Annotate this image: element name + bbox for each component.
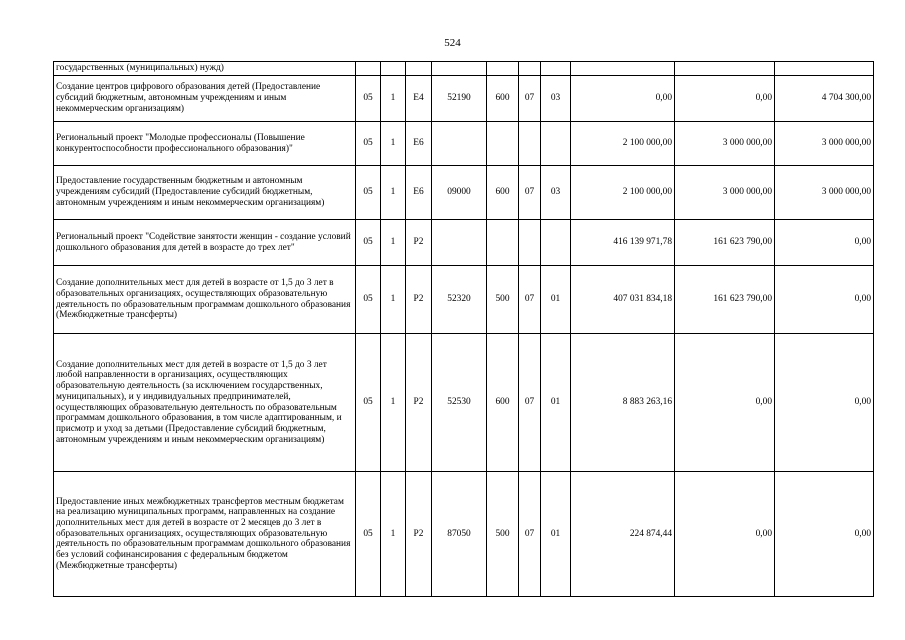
cell-expense-type: 600 [487, 166, 519, 220]
cell-target-code: E6 [406, 166, 432, 220]
cell-subsection: 1 [381, 472, 406, 597]
cell-amount-3: 0,00 [775, 220, 874, 266]
cell-code-a [519, 220, 541, 266]
cell-target-code: P2 [406, 472, 432, 597]
cell-amount-1: 2 100 000,00 [571, 166, 675, 220]
cell-expense-type: 600 [487, 76, 519, 122]
cell-code-a: 07 [519, 472, 541, 597]
cell-section: 05 [356, 76, 381, 122]
cell-code-a [519, 62, 541, 76]
cell-amount-2: 3 000 000,00 [675, 166, 775, 220]
cell-target-item: 52190 [432, 76, 487, 122]
cell-amount-3: 4 704 300,00 [775, 76, 874, 122]
cell-amount-2: 161 623 790,00 [675, 220, 775, 266]
cell-amount-1: 416 139 971,78 [571, 220, 675, 266]
cell-expense-type [487, 122, 519, 166]
cell-code-b: 03 [541, 166, 571, 220]
cell-target-code: P2 [406, 334, 432, 472]
cell-subsection: 1 [381, 166, 406, 220]
cell-code-b: 03 [541, 76, 571, 122]
row-name: Создание дополнительных мест для детей в возрасте от 1,5 до 3 лет в образовательных организациях, осуществляющих образовательную деятельность по образовательным программам дошкольного образования (Межбюджетные трансферты) [54, 266, 356, 334]
cell-amount-1: 8 883 263,16 [571, 334, 675, 472]
cell-amount-2: 0,00 [675, 472, 775, 597]
table-row [54, 472, 874, 597]
table-row [54, 266, 874, 334]
cell-expense-type [487, 62, 519, 76]
table-row [54, 62, 874, 76]
cell-target-code [406, 62, 432, 76]
cell-amount-2: 0,00 [675, 334, 775, 472]
cell-target-item: 87050 [432, 472, 487, 597]
cell-amount-2: 0,00 [675, 76, 775, 122]
row-name: Предоставление иных межбюджетных трансфертов местным бюджетам на реализацию муниципальных программ, направленных на создание дополнительных мест для детей в возрасте от 2 месяцев до 3 лет в образовательных организациях, осуществляющих образовательную деятельность по образовательным программам дошкольного образования без условий софинансирования с федеральным бюджетом (Межбюджетные трансферты) [54, 472, 356, 597]
cell-amount-3 [775, 62, 874, 76]
cell-amount-3: 3 000 000,00 [775, 166, 874, 220]
row-name: Предоставление государственным бюджетным и автономным учреждениям субсидий (Предоставление субсидий бюджетным, автономным учреждениям и иным некоммерческим организациям) [54, 166, 356, 220]
budget-table [53, 61, 874, 597]
cell-amount-1: 407 031 834,18 [571, 266, 675, 334]
row-name: Создание дополнительных мест для детей в возрасте от 1,5 до 3 лет любой направленности в организациях, осуществляющих образовательную деятельность (за исключением государственных, муниципальных), и у индивидуальных предпринимателей, осуществляющих образовательную деятельность по образовательным программам дошкольного образования, в том числе адаптированным, и присмотр и уход за детьми (Предоставление субсидий бюджетным, автономным учреждениям и иным некоммерческим организациям) [54, 334, 356, 472]
cell-section: 05 [356, 472, 381, 597]
cell-section: 05 [356, 220, 381, 266]
cell-code-b: 01 [541, 472, 571, 597]
cell-section: 05 [356, 266, 381, 334]
cell-code-b: 01 [541, 334, 571, 472]
cell-code-b: 01 [541, 266, 571, 334]
cell-amount-3: 0,00 [775, 266, 874, 334]
cell-subsection: 1 [381, 220, 406, 266]
cell-code-a: 07 [519, 266, 541, 334]
table-row [54, 76, 874, 122]
cell-target-code: E4 [406, 76, 432, 122]
cell-target-code: P2 [406, 220, 432, 266]
cell-target-item [432, 220, 487, 266]
cell-subsection: 1 [381, 122, 406, 166]
cell-target-item [432, 62, 487, 76]
cell-amount-3: 0,00 [775, 334, 874, 472]
cell-section: 05 [356, 334, 381, 472]
cell-expense-type: 500 [487, 266, 519, 334]
table-row [54, 220, 874, 266]
row-name: государственных (муниципальных) нужд) [54, 62, 356, 76]
page-number: 524 [444, 37, 461, 49]
table-row [54, 166, 874, 220]
cell-amount-3: 3 000 000,00 [775, 122, 874, 166]
cell-subsection [381, 62, 406, 76]
cell-code-b [541, 220, 571, 266]
row-name: Региональный проект "Молодые профессионалы (Повышение конкурентоспособности профессионального образования)" [54, 122, 356, 166]
cell-target-item: 52320 [432, 266, 487, 334]
cell-amount-2 [675, 62, 775, 76]
cell-target-code: P2 [406, 266, 432, 334]
cell-expense-type: 500 [487, 472, 519, 597]
cell-amount-1 [571, 62, 675, 76]
row-name: Создание центров цифрового образования детей (Предоставление субсидий бюджетным, автономным учреждениям и иным некоммерческим организациям) [54, 76, 356, 122]
cell-section: 05 [356, 166, 381, 220]
cell-amount-3: 0,00 [775, 472, 874, 597]
cell-code-a: 07 [519, 76, 541, 122]
cell-amount-2: 161 623 790,00 [675, 266, 775, 334]
table-row [54, 122, 874, 166]
cell-amount-1: 224 874,44 [571, 472, 675, 597]
cell-target-code: E6 [406, 122, 432, 166]
cell-code-b [541, 62, 571, 76]
table-row [54, 334, 874, 472]
cell-code-a: 07 [519, 166, 541, 220]
cell-code-b [541, 122, 571, 166]
cell-amount-2: 3 000 000,00 [675, 122, 775, 166]
row-name: Региональный проект "Содействие занятости женщин - создание условий дошкольного образования для детей в возрасте до трех лет" [54, 220, 356, 266]
cell-section [356, 62, 381, 76]
cell-amount-1: 0,00 [571, 76, 675, 122]
cell-section: 05 [356, 122, 381, 166]
cell-target-item: 52530 [432, 334, 487, 472]
cell-target-item [432, 122, 487, 166]
cell-code-a: 07 [519, 334, 541, 472]
cell-target-item: 09000 [432, 166, 487, 220]
cell-expense-type [487, 220, 519, 266]
cell-amount-1: 2 100 000,00 [571, 122, 675, 166]
cell-subsection: 1 [381, 76, 406, 122]
cell-subsection: 1 [381, 334, 406, 472]
cell-code-a [519, 122, 541, 166]
cell-expense-type: 600 [487, 334, 519, 472]
cell-subsection: 1 [381, 266, 406, 334]
